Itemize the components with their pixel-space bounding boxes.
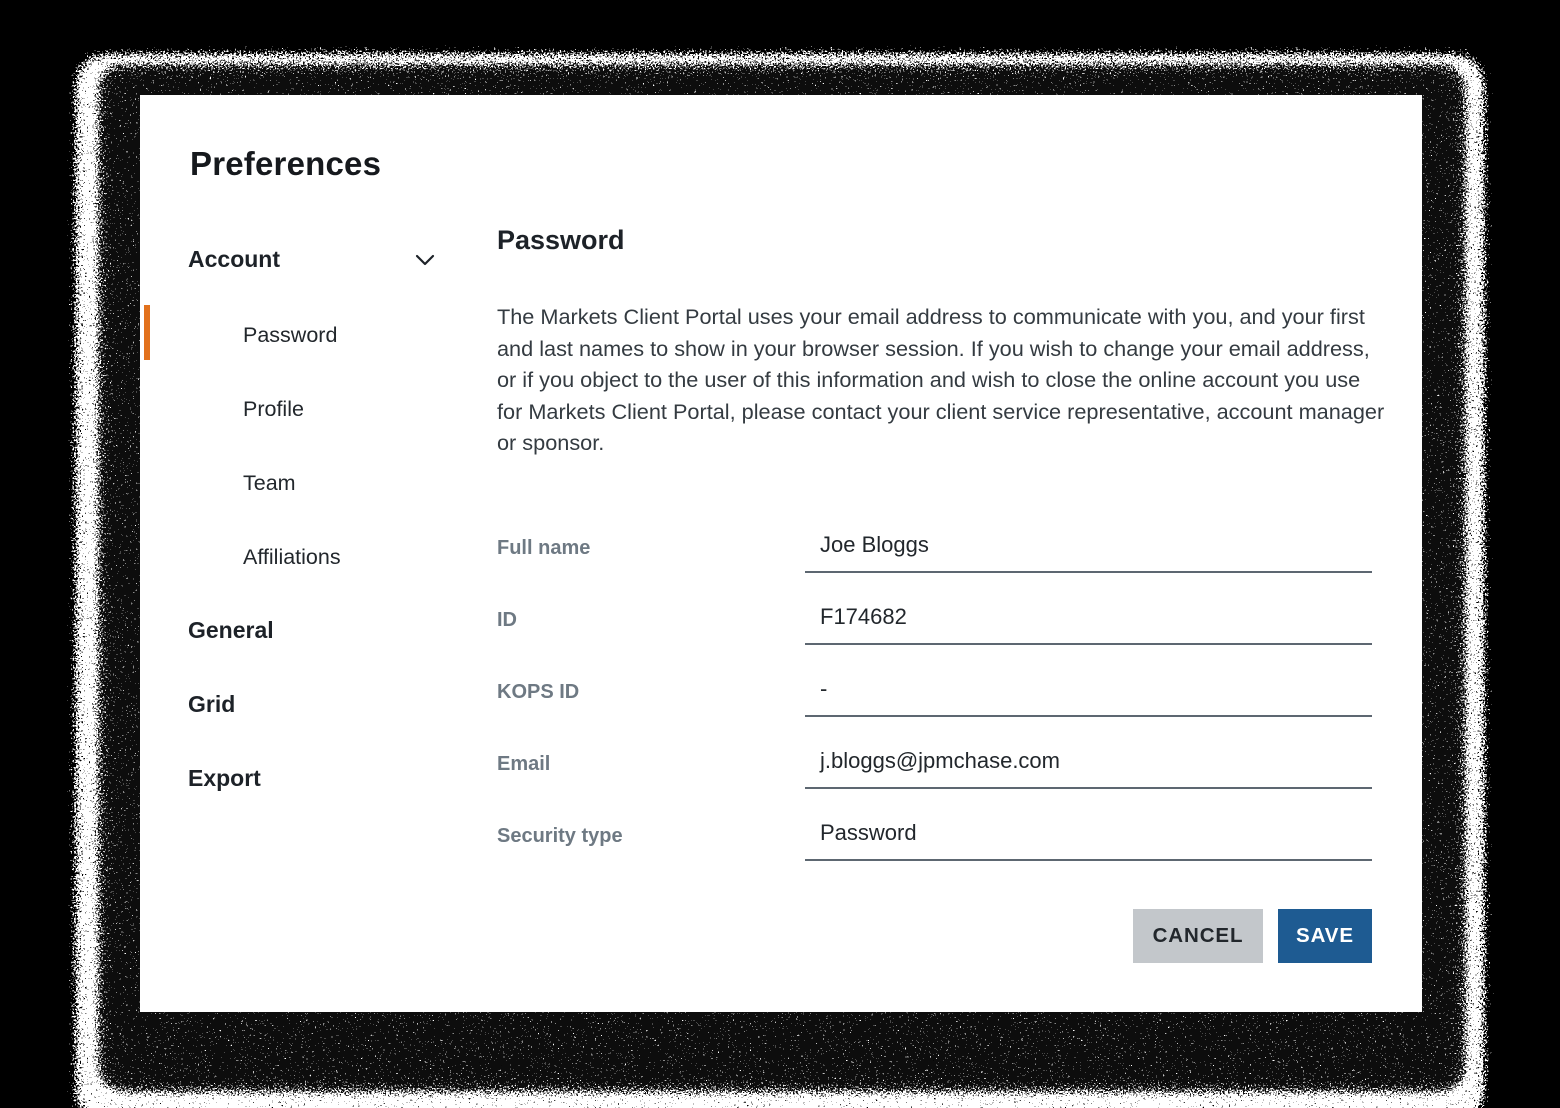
field-label: ID (497, 609, 517, 631)
input-underline (805, 787, 1372, 789)
id-input[interactable]: F174682 (820, 604, 907, 629)
security-type-input[interactable]: Password (820, 820, 917, 845)
sidebar-item-grid[interactable]: Grid (188, 691, 236, 717)
field-label: Security type (497, 825, 623, 847)
email-input[interactable]: j.bloggs@jpmchase.com (820, 748, 1060, 773)
section-description: The Markets Client Portal uses your email address to communicate with you, and your first and last names to show in your browser session. If you wish to change your email address, or if you object to the user of this information and wish to close the online account you use for Markets Client Portal, please contact your client service representative, account manager or sponsor. (497, 304, 1385, 456)
input-underline (805, 715, 1372, 717)
cancel-button[interactable]: CANCEL (1133, 909, 1263, 963)
chevron-down-icon[interactable] (412, 247, 438, 281)
sidebar-item-general[interactable]: General (188, 617, 274, 643)
sidebar-item-export[interactable]: Export (188, 765, 261, 791)
field-label: KOPS ID (497, 681, 580, 703)
field-row-kops-id (497, 669, 1372, 719)
input-underline (805, 571, 1372, 573)
sidebar-item-affiliations[interactable]: Affiliations (243, 545, 341, 569)
field-row-security-type (497, 813, 1372, 863)
field-row-id (497, 597, 1372, 647)
input-underline (805, 643, 1372, 645)
field-row-full-name (497, 525, 1372, 575)
full-name-input[interactable]: Joe Bloggs (820, 532, 929, 557)
active-item-indicator (144, 305, 150, 360)
save-button[interactable]: SAVE (1278, 909, 1372, 963)
field-label: Email (497, 753, 551, 775)
section-heading: Password (497, 225, 625, 255)
dialog-title: Preferences (190, 145, 382, 182)
sidebar-item-password[interactable]: Password (243, 323, 338, 347)
sidebar-item-profile[interactable]: Profile (243, 397, 304, 421)
field-label: Full name (497, 537, 591, 559)
input-underline (805, 859, 1372, 861)
sidebar-item-account[interactable] (188, 243, 438, 275)
sidebar-item-label: Account (188, 246, 280, 272)
preferences-dialog (140, 95, 1422, 1012)
field-row-email (497, 741, 1372, 791)
kops-id-input[interactable]: - (820, 676, 828, 701)
sidebar-item-team[interactable]: Team (243, 471, 296, 495)
